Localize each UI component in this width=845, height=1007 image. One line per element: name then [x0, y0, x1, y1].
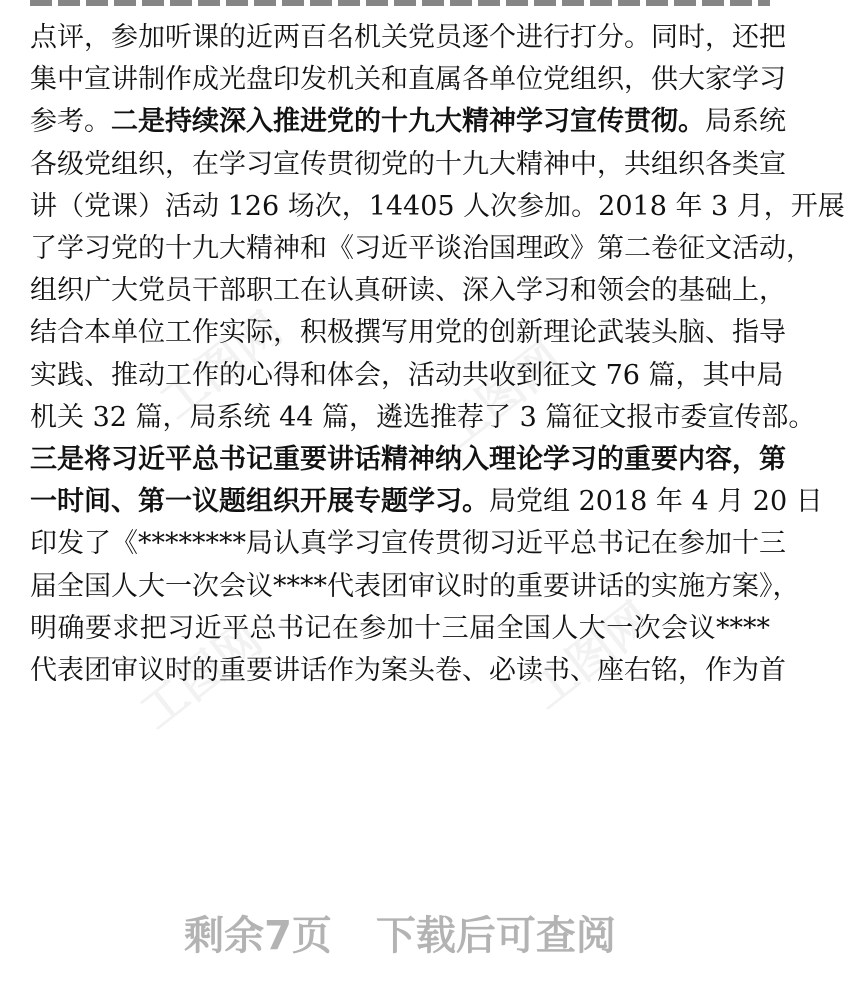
- paragraph-line: [30, 62, 786, 98]
- body-text: 代表团审议时的重要讲话作为案头卷、必读书、座右铭，作为首: [30, 655, 786, 686]
- body-text: 明确要求把习近平总书记在参加十三届全国人大一次会议****: [30, 612, 770, 644]
- body-text: 点评，参加听课的近两百名机关党员逐个进行打分。同时，还把: [30, 22, 786, 53]
- watermark: 工图网: [429, 331, 572, 460]
- paragraph-line: [30, 611, 770, 647]
- body-text: 讲（党课）活动 126 场次，14405 人次参加。2018 年 3 月，开展: [30, 190, 845, 222]
- paragraph-line: [30, 484, 823, 520]
- paragraph-line: [30, 147, 786, 183]
- body-text: 集中宣讲制作成光盘印发机关和直属各单位党组织，供大家学习: [30, 64, 786, 96]
- bold-heading-text: 三是将习近平总书记重要讲话精神纳入理论学习的重要内容，第: [30, 444, 786, 475]
- download-banner[interactable]: [0, 900, 800, 964]
- paragraph-line: [30, 653, 786, 689]
- paragraph-line: [30, 20, 786, 56]
- remaining-pages-text: 剩余7页: [184, 912, 332, 959]
- body-text: 机关 32 篇，局系统 44 篇，遴选推荐了 3 篇征文报市委宣传部。: [30, 401, 816, 433]
- body-text: 组织广大党员干部职工在认真研读、深入学习和领会的基础上，: [30, 275, 786, 307]
- paragraph-line: [30, 569, 800, 605]
- body-text: 了学习党的十九大精神和《习近平谈治国理政》第二卷征文活动，: [30, 233, 813, 264]
- paragraph-line: [30, 273, 786, 309]
- paragraph-line: [30, 526, 786, 562]
- cut-off-previous-line: [30, 0, 770, 6]
- body-text: 印发了《********局认真学习宣传贯彻习近平总书记在参加十三: [30, 528, 786, 560]
- body-text: 届全国人大一次会议****代表团审议时的重要讲话的实施方案》，: [30, 570, 800, 602]
- paragraph-line: [30, 231, 813, 267]
- watermark: 工图网: [129, 611, 272, 740]
- download-to-view-text[interactable]: 下载后可查阅: [375, 912, 616, 959]
- bold-heading-text: 一时间、第一议题组织开展专题学习。: [30, 486, 489, 518]
- paragraph-line: [30, 358, 784, 394]
- body-text: 局党组 2018 年 4 月 20 日: [489, 486, 823, 518]
- paragraph-line: [30, 315, 786, 351]
- paragraph-line: [30, 104, 786, 140]
- body-text: 实践、推动工作的心得和体会，活动共收到征文 76 篇，其中局: [30, 359, 784, 391]
- watermark: 工图网: [149, 301, 292, 430]
- body-text: 各级党组织，在学习宣传贯彻党的十九大精神中，共组织各类宣: [30, 148, 786, 180]
- paragraph-line: [30, 400, 816, 436]
- paragraph-line: [30, 189, 845, 225]
- bold-heading-text: 二是持续深入推进党的十九大精神学习宣传贯彻。: [111, 106, 705, 138]
- body-text: 局系统: [705, 106, 786, 138]
- watermark: 工图网: [519, 591, 662, 720]
- body-text: 参考。: [30, 106, 111, 138]
- body-text: 结合本单位工作实际，积极撰写用党的创新理论武装头脑、指导: [30, 317, 786, 349]
- paragraph-line: [30, 442, 786, 478]
